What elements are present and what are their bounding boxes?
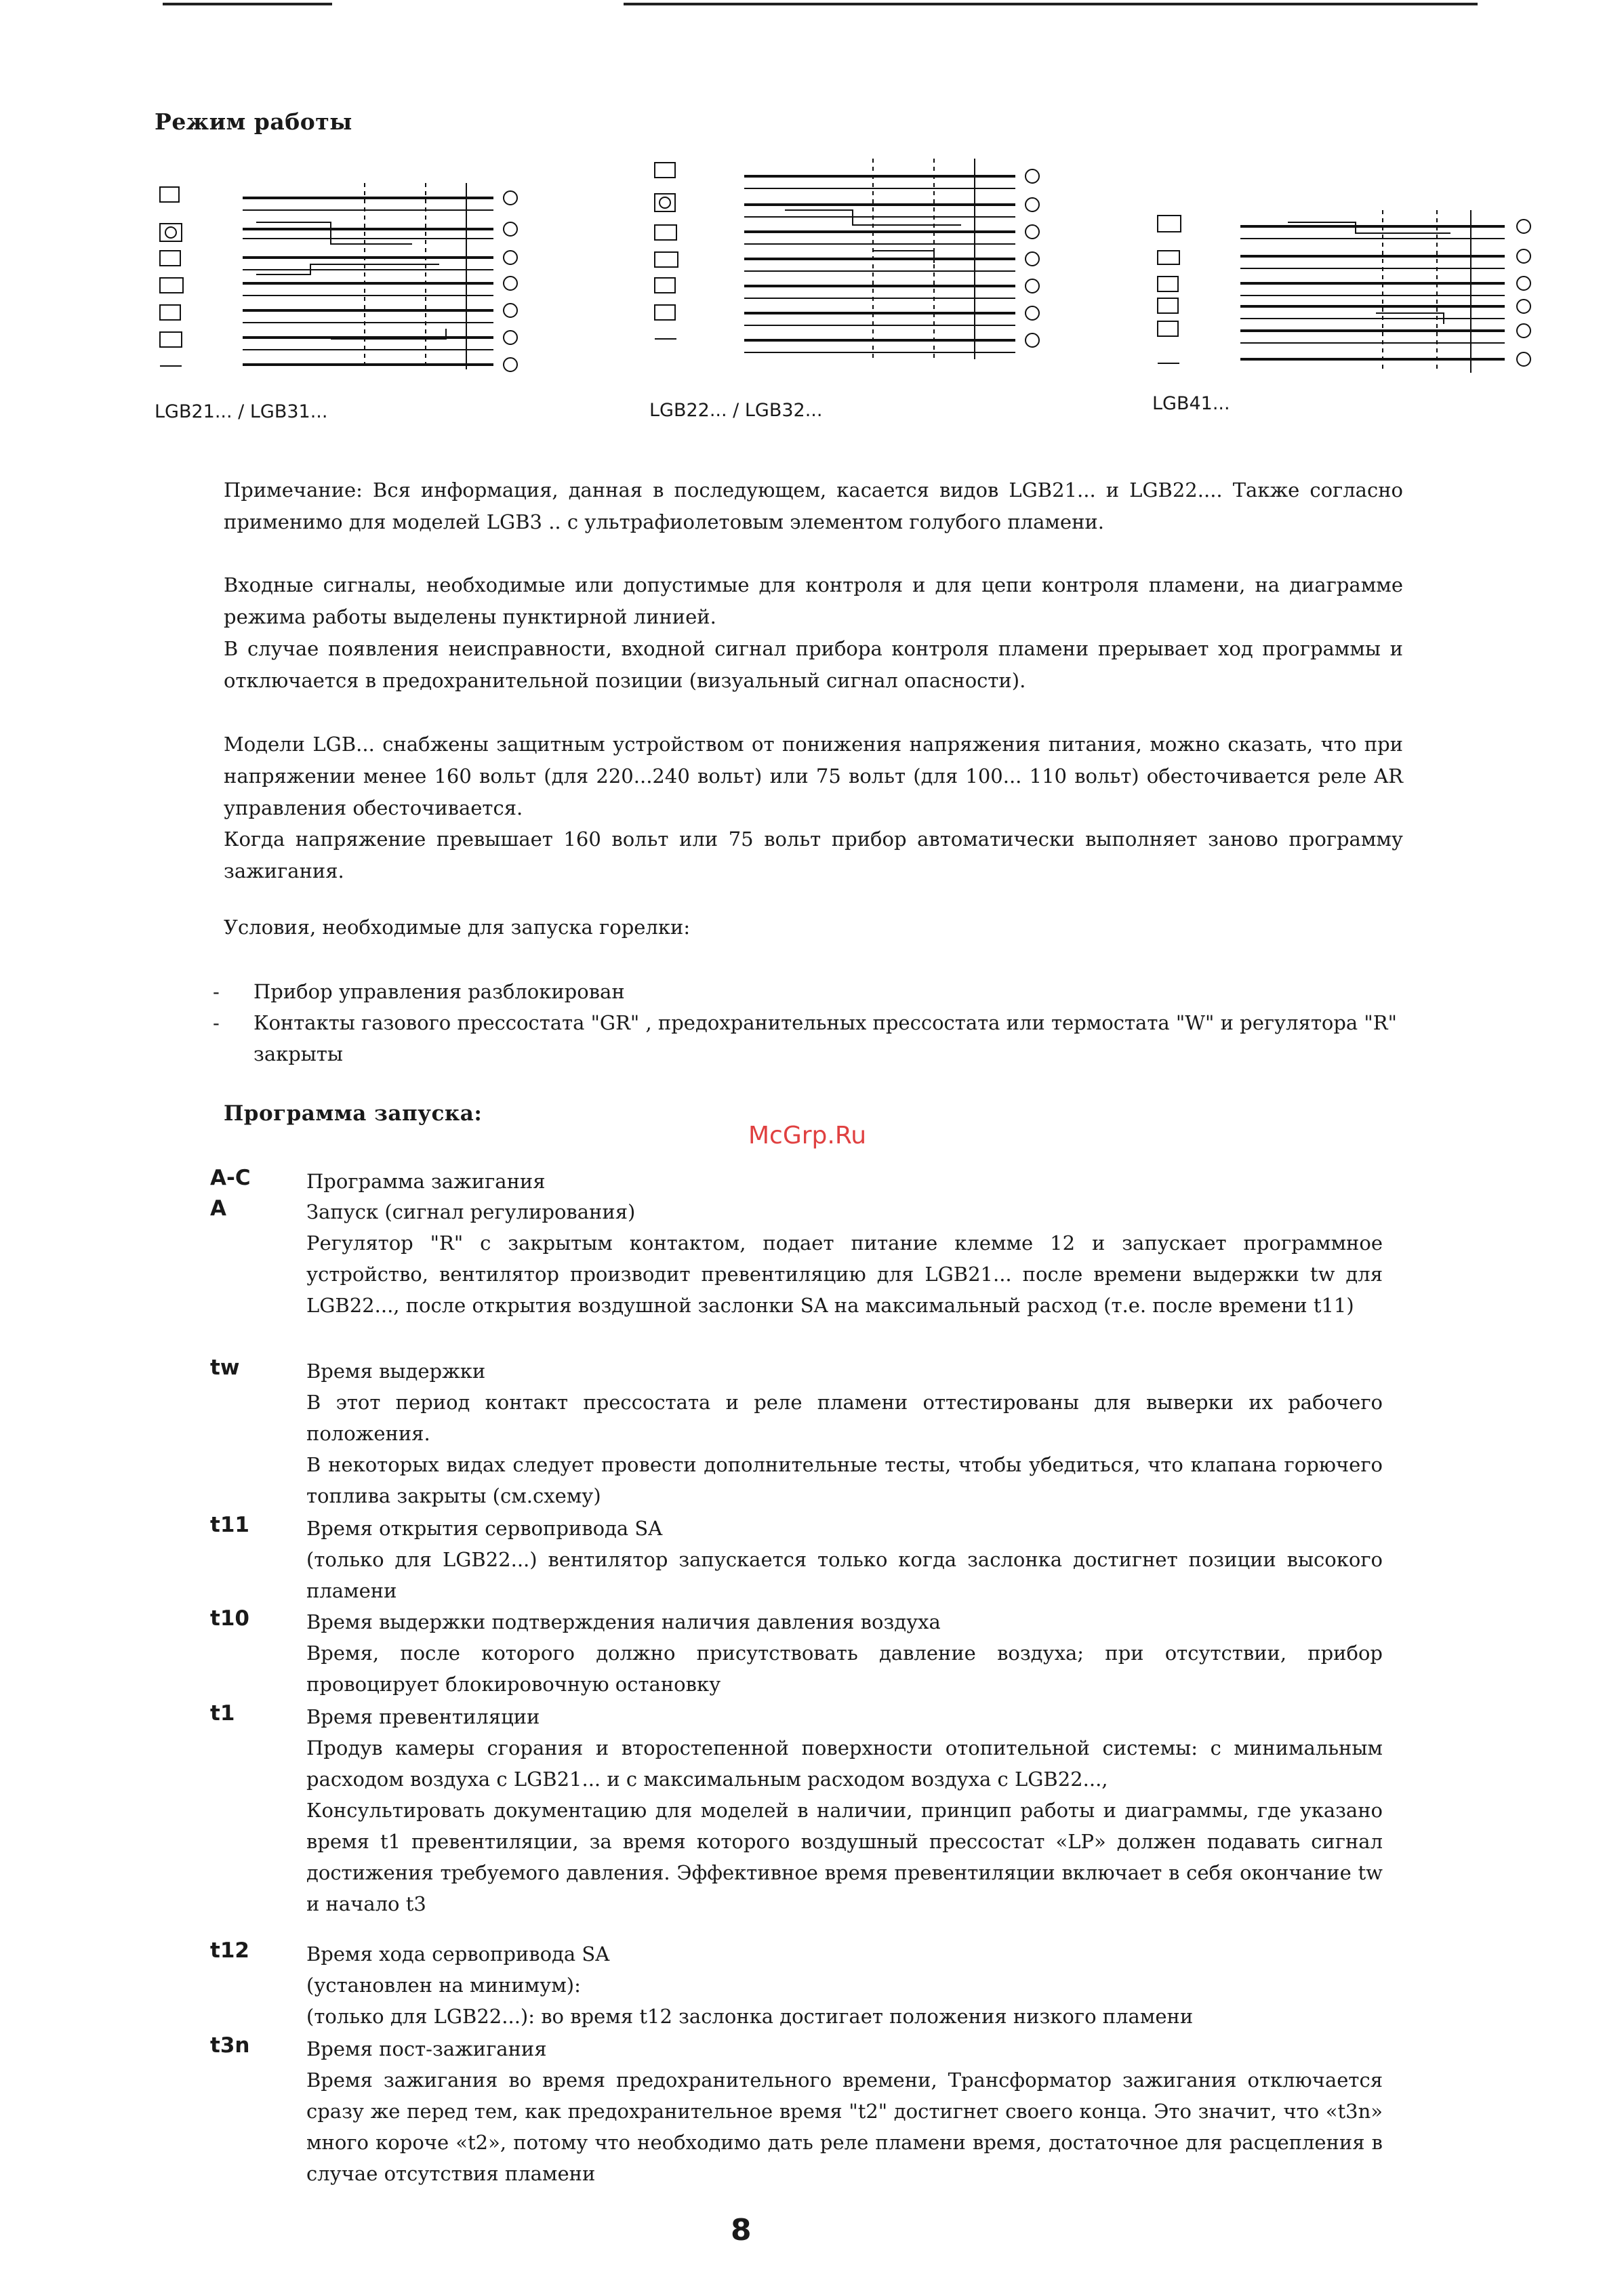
bullet: - [213, 980, 220, 1003]
diagram-caption: LGB41... [1152, 393, 1230, 414]
timing-diagram-drawing [1152, 197, 1545, 386]
watermark: McGrp.Ru [748, 1122, 867, 1149]
timing-diagram-lgb22 [649, 142, 1056, 420]
term-definition: Время выдержки В этот период контакт прессостата и реле пламени оттестированы для выверки их рабочего положения. В некоторых видах следует провести дополнительные тесты, чтобы убедиться, что клапана горючего топлива закрыты (см.схему) [306, 1360, 1383, 1507]
term-label: tw [210, 1356, 240, 1380]
timing-diagram-lgb21 [155, 163, 534, 420]
program-title: Программа запуска: [224, 1101, 483, 1126]
paragraph: Когда напряжение превышает 160 вольт или 75 вольт прибор автоматически выполняет заново программу зажигания. [224, 828, 1403, 882]
term-definition: Запуск (сигнал регулирования) Регулятор "R" с закрытым контактом, подает питание клемме 12 и запускает программное устройство, вентилятор производит превентиляцию для LGB21... после времени выдержки tw для LGB22..., после открытия воздушной заслонки SA на максимальный расход (т.е. после времени t11) [306, 1200, 1383, 1317]
timing-diagram-lgb41 [1152, 197, 1545, 420]
scan-edge-line [624, 3, 1478, 5]
diagram-caption: LGB22... / LGB32... [649, 400, 823, 421]
term-definition: Время пост-зажигания Время зажигания во время предохранительного времени, Трансформатор зажигания отключается сразу же перед тем, как предохранительное время "t2" достигнет своего конца. Это значит, что «t3n» много короче «t2», потому что необходимо дать реле пламени время, достаточное для расцепления в случае отсутствия пламени [306, 2037, 1383, 2185]
term-label: A [210, 1196, 226, 1221]
timing-diagram-drawing [155, 163, 534, 386]
term-definition: Программа зажигания [306, 1170, 546, 1193]
term-definition: Время превентиляции Продув камеры сгорания и второстепенной поверхности отопительной системы: с минимальным расходом воздуха с LGB21... и с максимальным расходом воздуха с LGB22..., Консультировать документацию для моделей в наличии, принцип работы и диаграммы, где указано время t1 превентиляции, за время которого воздушный прессостат «LP» должен подавать сигнал достижения требуемого давления. Эффективное время превентиляции включает в себя окончание tw и начало t3 [306, 1705, 1383, 1915]
term-label: t10 [210, 1606, 249, 1631]
scan-edge-line [163, 3, 332, 5]
term-label: t12 [210, 1938, 249, 1963]
timing-diagram-drawing [649, 142, 1056, 386]
term-label: A-C [210, 1166, 251, 1190]
note-paragraph: Примечание: Вся информация, данная в последующем, касается видов LGB21... и LGB22.... Также согласно применимо для моделей LGB3 .. с ультрафиолетовым элементом голубого пламени. [224, 479, 1403, 533]
section-title: Режим работы [155, 108, 352, 135]
page-number: 8 [731, 2213, 752, 2247]
paragraph: Входные сигналы, необходимые или допустимые для контроля и для цепи контроля пламени, на диаграмме режима работы выделены пунктирной линией. [224, 573, 1403, 628]
term-label: t11 [210, 1513, 249, 1537]
term-label: t1 [210, 1701, 235, 1726]
conditions-title: Условия, необходимые для запуска горелки: [224, 916, 691, 939]
bullet: - [213, 1011, 220, 1034]
term-definition: Время хода сервопривода SA (установлен на минимум): (только для LGB22...): во время t12 заслонка достигает положения низкого пламени [306, 1942, 1194, 2028]
term-definition: Время выдержки подтверждения наличия давления воздуха Время, после которого должно присутствовать давление воздуха; при отсутствии, прибор провоцирует блокировочную остановку [306, 1610, 1383, 1696]
term-label: t3n [210, 2033, 250, 2058]
term-definition: Время открытия сервопривода SA (только для LGB22...) вентилятор запускается только когда заслонка достигнет позиции высокого пламени [306, 1517, 1383, 1602]
list-item: - Контакты газового прессостата "GR" , предохранительных прессостата или термостата "W" и регулятора "R" закрыты [213, 1007, 1406, 1070]
paragraph: Модели LGB... снабжены защитным устройством от понижения напряжения питания, можно сказать, что при напряжении менее 160 вольт (для 220...240 вольт) или 75 вольт (для 100... 110 вольт) обесточивается реле AR управления обесточивается. [224, 733, 1403, 819]
list-item: - Прибор управления разблокирован [213, 976, 1406, 1007]
paragraph: В случае появления неисправности, входной сигнал прибора контроля пламени прерывает ход программы и отключается в предохранительной позиции (визуальный сигнал опасности). [224, 637, 1403, 692]
diagram-caption: LGB21... / LGB31... [155, 401, 328, 422]
